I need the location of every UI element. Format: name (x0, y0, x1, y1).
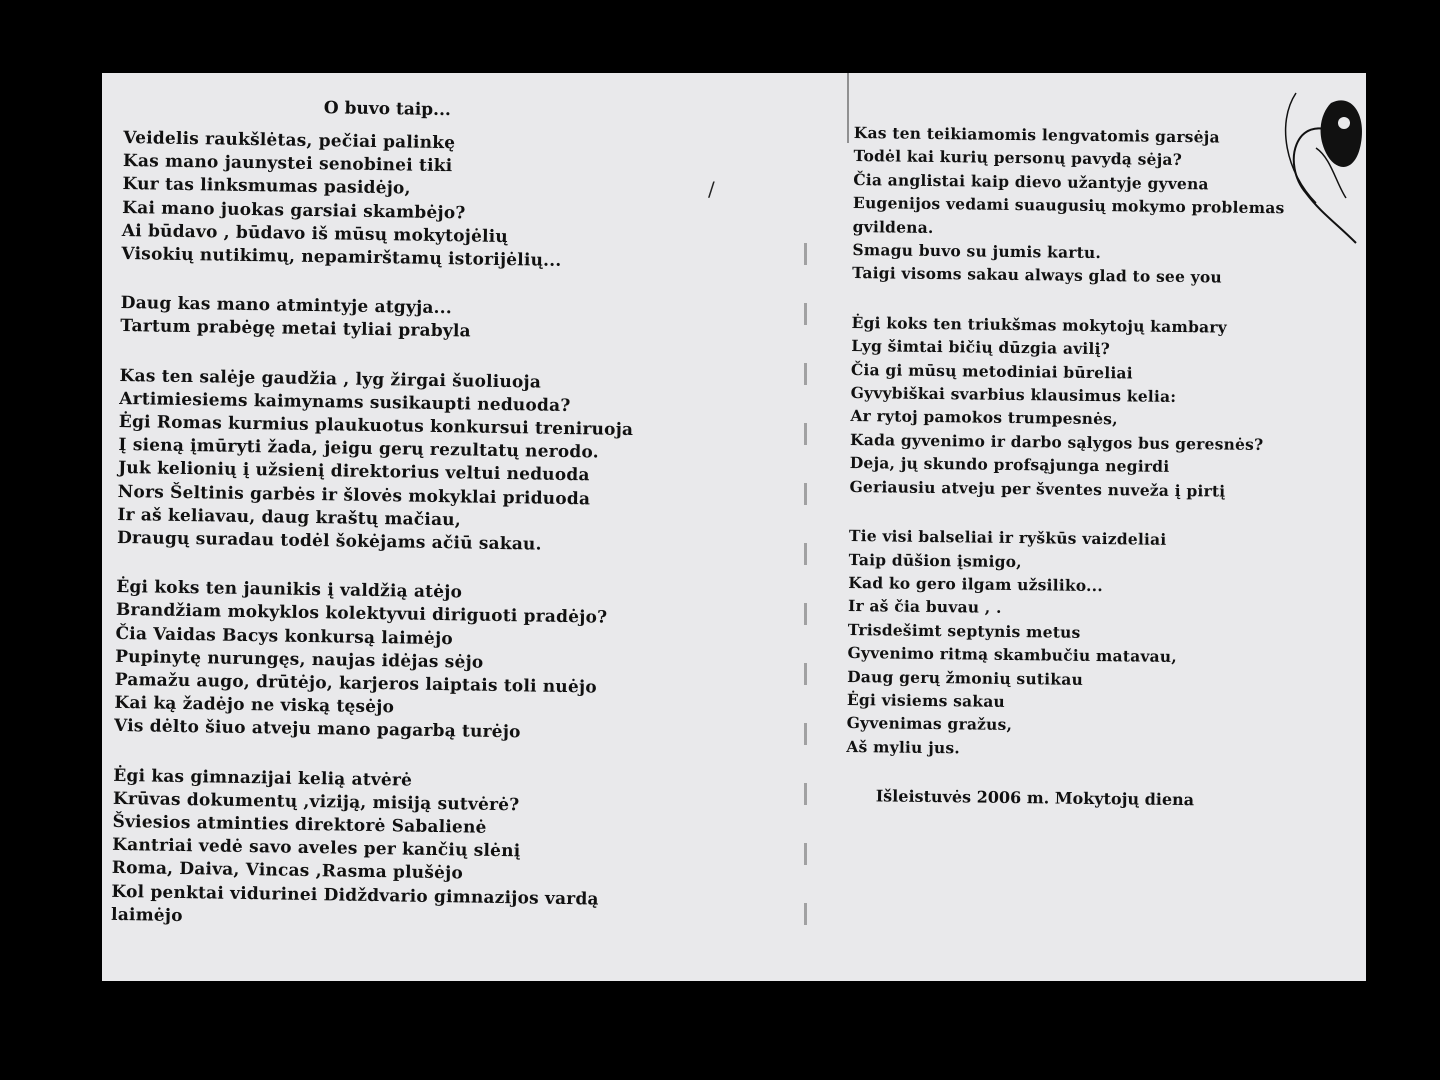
poem-line: Kantriai vedė savo aveles per kančių slėnį (112, 835, 521, 862)
poem-line: Daug gerų žmonių sutikau (847, 666, 1084, 689)
poem-title: O buvo taip... (323, 98, 452, 121)
poem-line: Smagu buvo su jumis kartu. (852, 240, 1102, 263)
poem-line: Gyvybiškai svarbius klausimus kelia: (850, 383, 1177, 407)
poem-line: Gyvenimas gražus, (846, 713, 1013, 735)
poem-line: Kai ką žadėjo ne viską tęsėjo (114, 693, 395, 718)
poem-line: Todėl kai kurių personų pavydą sėja? (853, 146, 1183, 170)
poem-line: Kur tas linksmumas pasidėjo, (122, 174, 411, 199)
poem-line: Gyvenimo ritmą skambučiu matavau, (847, 643, 1178, 667)
stanza (846, 524, 1319, 764)
poem-line: Deja, jų skundo profsąjunga negirdi (849, 453, 1170, 477)
stanza (852, 121, 1324, 291)
stanza (114, 576, 756, 748)
poem-line: Lyg šimtai bičių dūzgia avilį? (851, 336, 1111, 359)
poem-line: Trisdešimt septynis metus (847, 619, 1081, 642)
poem-line: Ir aš keliavau, daug kraštų mačiau, (117, 504, 462, 531)
poem-line: Kada gyvenimo ir darbo sąlygos bus geresnės? (849, 429, 1264, 454)
poem-line: laimėjo (110, 904, 183, 926)
poem-line: Ir aš čia buvau , . (847, 596, 1002, 618)
poem-line: Ar rytoj pamokos trumpesnės, (850, 406, 1118, 429)
poem-line: Roma, Daiva, Vincas ,Rasma plušėjo (111, 858, 464, 884)
poem-line: Veidelis raukšlėtas, pečiai palinkę (123, 127, 456, 154)
stanza (120, 292, 761, 348)
poem-line: Ėgi kas gimnazijai kelią atvėrė (113, 765, 413, 791)
left-stanzas (111, 127, 763, 937)
poem-line: Pupinytę nurungęs, naujas idėjas sėjo (115, 646, 484, 673)
poem-line: Kol penktai vidurinei Didždvario gimnazijos vardą (111, 881, 599, 910)
stanza (117, 365, 760, 561)
page-edge-mark (847, 73, 849, 143)
poem-line: Krūvas dokumentų ,viziją, misiją sutvėrė? (112, 788, 520, 816)
poem-line: Vis dėlto šiuo atveju mano pagarbą turėjo (113, 716, 521, 743)
poem-line: Čia gi mūsų metodiniai būreliai (850, 359, 1133, 383)
poem-line: Čia anglistai kaip dievo užantyje gyvena (853, 169, 1209, 194)
poem-line: Šviesios atminties direktorė Sabalienė (112, 811, 487, 838)
poem-line: Kai mano juokas garsiai skambėjo? (122, 197, 466, 223)
stray-mark: / (708, 177, 715, 201)
poem-line: Kas ten salėje gaudžia , lyg žirgai šuoliuoja (119, 365, 542, 393)
poem-line: Ėgi Romas kurmius plaukuotus konkursui treniruoja (118, 411, 634, 441)
poem-line: Tie visi balseliai ir ryškūs vaizdeliai (848, 526, 1167, 549)
poem-line: Į sieną įmūryti žada, jeigu gerų rezultatų nerodo. (118, 435, 599, 463)
scanned-page (102, 73, 1366, 981)
poem-line: gvildena. (852, 216, 934, 237)
poem-left-column (111, 95, 764, 963)
poem-line: Ai būdavo , būdavo iš mūsų mokytojėlių (121, 220, 509, 247)
poem-line: Eugenijos vedami suaugusių mokymo problemas (852, 193, 1285, 218)
poem-line: Kad ko gero ilgam užsiliko... (848, 572, 1104, 595)
right-stanzas (846, 121, 1324, 764)
poem-right-column (846, 121, 1324, 811)
poem-line: Čia Vaidas Bacys konkursą laimėjo (115, 623, 454, 649)
stanza (121, 127, 763, 276)
stanza (849, 311, 1321, 504)
poem-line: Tartum prabėgę metai tyliai prabyla (120, 316, 471, 342)
page-fold-line (804, 243, 807, 963)
poem-line: Visokių nutikimų, nepamirštamų istorijėlių... (121, 243, 562, 271)
poem-line: Juk kelionių į užsienį direktorius veltui neduoda (117, 458, 590, 486)
poem-line: Ėgi koks ten jaunikis į valdžią atėjo (116, 577, 463, 603)
poem-line: Daug kas mano atmintyje atgyja... (120, 293, 453, 319)
poem-line: Nors Šeltinis garbės ir šlovės mokyklai priduoda (117, 481, 591, 510)
poem-line: Taip dūšion įsmigo, (848, 549, 1022, 571)
poem-line: Kas mano jaunystei senobinei tiki (122, 151, 453, 177)
poem-line: Pamažu augo, drūtėjo, karjeros laiptais toli nuėjo (114, 669, 598, 698)
poem-line: Kas ten teikiamomis lengvatomis garsėja (853, 122, 1220, 147)
poem-line: Draugų suradau todėl šokėjams ačiū sakau. (116, 527, 542, 555)
poem-line: Ėgi visiems sakau (846, 689, 1006, 711)
poem-line: Aš myliu jus. (846, 736, 961, 758)
poem-line: Artimiesiems kaimynams susikaupti neduoda? (119, 388, 571, 416)
poem-line: Taigi visoms sakau always glad to see you (852, 263, 1223, 287)
stanza (111, 765, 753, 937)
poem-line: Ėgi koks ten triukšmas mokytojų kambary (851, 312, 1228, 337)
poem-footer: Išleistuvės 2006 m. Mokytojų diena (875, 786, 1195, 810)
poem-line: Geriausiu atveju per šventes nuveža į pirtį (849, 476, 1226, 501)
poem-line: Brandžiam mokyklos kolektyvui diriguoti pradėjo? (115, 600, 608, 629)
